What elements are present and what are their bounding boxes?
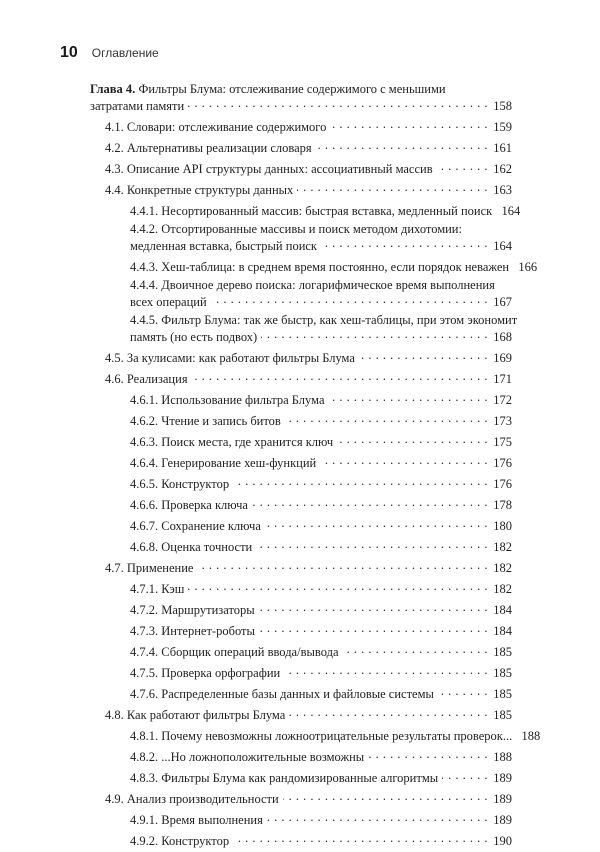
- toc-entry-text: 4.6.5. Конструктор: [130, 477, 230, 491]
- toc-entry[interactable]: [130, 411, 512, 428]
- toc-page-number: 164: [501, 204, 521, 218]
- toc-entry-text: 4.6.4. Генерирование хеш-функций: [130, 456, 317, 470]
- toc-entry-text: 4.8. Как работают фильтры Блума: [105, 708, 286, 722]
- toc-entry[interactable]: [130, 278, 512, 309]
- toc-entry[interactable]: [130, 831, 512, 848]
- dot-leader: [188, 579, 488, 593]
- dot-leader: [437, 159, 488, 173]
- toc-entry-line: [130, 537, 512, 554]
- toc-entry-line: [130, 600, 512, 617]
- toc-entry-line: [130, 327, 512, 344]
- toc-entry-text: 4.6.6. Проверка ключа: [130, 498, 248, 512]
- table-of-contents: [0, 82, 600, 852]
- dot-leader: [256, 537, 488, 551]
- toc-page-number: 158: [493, 99, 512, 113]
- toc-entry[interactable]: [130, 257, 538, 274]
- dot-leader: [320, 453, 488, 467]
- toc-entry[interactable]: [130, 537, 512, 554]
- dot-leader: [289, 705, 488, 719]
- dot-leader: [330, 117, 488, 131]
- toc-page-number: 178: [493, 498, 512, 512]
- toc-page-number: 190: [493, 834, 512, 848]
- toc-entry-line: [130, 579, 512, 596]
- toc-entry-line: [130, 684, 512, 701]
- dot-leader: [267, 810, 488, 824]
- toc-entry-text: 4.4.1. Несортированный массив: быстрая вставка, медленный поиск: [130, 204, 493, 218]
- toc-entry[interactable]: [130, 201, 521, 218]
- toc-page-number: 175: [493, 435, 512, 449]
- toc-entry-text: 4.6.2. Чтение и запись битов: [130, 414, 281, 428]
- toc-entry[interactable]: [105, 348, 512, 365]
- toc-page-number: 171: [493, 372, 512, 386]
- dot-leader: [233, 831, 488, 845]
- toc-entry[interactable]: [130, 600, 512, 617]
- toc-page-number: 166: [518, 260, 538, 274]
- toc-entry[interactable]: [130, 474, 512, 491]
- dot-leader: [359, 348, 488, 362]
- toc-entry-line: [105, 117, 512, 134]
- dot-leader: [321, 236, 488, 250]
- toc-entry-line: [130, 516, 512, 533]
- toc-page-number: 188: [493, 750, 512, 764]
- dot-leader: [343, 642, 489, 656]
- toc-entry[interactable]: [130, 222, 512, 253]
- toc-entry[interactable]: [105, 117, 512, 134]
- toc-entry-line: [105, 138, 512, 155]
- toc-page-number: 162: [493, 162, 512, 176]
- toc-entry-text: 4.7.2. Маршрутизаторы: [130, 603, 255, 617]
- dot-leader: [337, 432, 488, 446]
- toc-page-number: 188: [521, 729, 541, 743]
- toc-entry-line: [90, 96, 512, 113]
- toc-entry-text: 4.9. Анализ производительности: [105, 792, 279, 806]
- toc-entry-text: 4.5. За кулисами: как работают фильтры Блума: [105, 351, 355, 365]
- toc-entry-text: 4.4.3. Хеш-таблица: в среднем время постоянно, если порядок неважен: [130, 260, 510, 274]
- toc-entry-text: 4.7.4. Сборщик операций ввода/вывода: [130, 645, 339, 659]
- toc-entry-line: [130, 831, 512, 848]
- toc-page-number: 159: [493, 120, 512, 134]
- dot-leader: [297, 180, 488, 194]
- dot-leader: [442, 768, 488, 782]
- toc-page-number: 168: [493, 330, 512, 344]
- toc-entry[interactable]: [105, 138, 512, 155]
- toc-page-number: 182: [493, 540, 512, 554]
- toc-entry[interactable]: [130, 642, 512, 659]
- dot-leader: [259, 600, 488, 614]
- toc-page-number: 185: [493, 666, 512, 680]
- toc-entry-line: [105, 348, 512, 365]
- dot-leader: [197, 558, 488, 572]
- toc-entry-text: 4.7.5. Проверка орфографии: [130, 666, 281, 680]
- toc-entry-text: 4.8.2. ...Но ложноположительные возможны: [130, 750, 365, 764]
- dot-leader: [192, 369, 488, 383]
- toc-entry[interactable]: [130, 684, 512, 701]
- toc-entry-text: 4.9.1. Время выполнения: [130, 813, 263, 827]
- toc-entry-line: [130, 642, 512, 659]
- dot-leader: [259, 621, 488, 635]
- toc-entry-text: 4.1. Словари: отслеживание содержимого: [105, 120, 327, 134]
- toc-page-number: 189: [493, 792, 512, 806]
- toc-entry-text: 4.6.8. Оценка точности: [130, 540, 253, 554]
- toc-page-number: 167: [493, 295, 512, 309]
- toc-page-number: 161: [493, 141, 512, 155]
- toc-page-number: 184: [493, 603, 512, 617]
- running-head-title: Оглавление: [91, 46, 159, 60]
- toc-entry-text: 4.8.3. Фильтры Блума как рандомизированные алгоритмы: [130, 771, 439, 785]
- toc-entry-text: медленная вставка, быстрый поиск: [130, 239, 317, 253]
- toc-entry[interactable]: [105, 369, 512, 386]
- page-header: [60, 44, 159, 64]
- toc-page-number: 184: [493, 624, 512, 638]
- toc-entry[interactable]: [130, 621, 512, 638]
- toc-entry-line: [105, 705, 512, 722]
- dot-leader: [329, 390, 489, 404]
- toc-entry-line: [130, 201, 521, 218]
- toc-page-number: 180: [493, 519, 512, 533]
- toc-entry-text: 4.6.1. Использование фильтра Блума: [130, 393, 325, 407]
- dot-leader: [285, 411, 488, 425]
- toc-entry-text: 4.4. Конкретные структуры данных: [105, 183, 294, 197]
- toc-entry-line: [130, 495, 512, 512]
- toc-entry-text: 4.4.4. Двоичное дерево поиска: логарифмическое время выполнения: [130, 278, 495, 292]
- toc-entry[interactable]: [105, 558, 512, 575]
- toc-entry-line: [130, 726, 541, 743]
- toc-entry-line: [130, 621, 512, 638]
- toc-entry[interactable]: [130, 390, 512, 407]
- toc-entry-text: 4.2. Альтернативы реализации словаря: [105, 141, 312, 155]
- toc-entry[interactable]: [105, 180, 512, 197]
- toc-entry-line: [130, 390, 512, 407]
- toc-page-number: 189: [493, 771, 512, 785]
- toc-entry-text: 4.7.3. Интернет-роботы: [130, 624, 255, 638]
- toc-entry-text: 4.4.5. Фильтр Блума: так же быстр, как хеш-таблицы, при этом экономит: [130, 313, 518, 327]
- dot-leader: [261, 327, 488, 341]
- toc-entry-line: [130, 257, 538, 274]
- dot-leader: [265, 516, 488, 530]
- toc-entry-line: [130, 768, 512, 785]
- toc-entry[interactable]: [130, 579, 512, 596]
- toc-entry-text: 4.7.6. Распределенные базы данных и файловые системы: [130, 687, 434, 701]
- toc-entry[interactable]: [130, 663, 512, 680]
- toc-entry[interactable]: [105, 705, 512, 722]
- dot-leader: [188, 96, 488, 110]
- toc-entry-line: [130, 292, 512, 309]
- toc-entry-text: 4.6.3. Поиск места, где хранится ключ: [130, 435, 334, 449]
- toc-entry[interactable]: [105, 789, 512, 806]
- dot-leader: [284, 663, 488, 677]
- toc-entry-line: [130, 432, 512, 449]
- toc-page-number: 164: [493, 239, 512, 253]
- toc-page-number: 182: [493, 582, 512, 596]
- toc-entry-text: 4.6.7. Сохранение ключа: [130, 519, 261, 533]
- dot-leader: [233, 474, 488, 488]
- toc-entry-text: 4.8.1. Почему невозможны ложноотрицательные результаты проверок...: [130, 729, 513, 743]
- toc-entry-line: [130, 663, 512, 680]
- toc-entry-text: 4.3. Описание API структуры данных: ассоциативный массив: [105, 162, 433, 176]
- toc-page-number: 176: [493, 477, 512, 491]
- toc-page-number: 172: [493, 393, 512, 407]
- toc-entry-line: [130, 411, 512, 428]
- toc-entry[interactable]: [130, 453, 512, 470]
- dot-leader: [368, 747, 488, 761]
- toc-entry-text: 4.7.1. Кэш: [130, 582, 185, 596]
- toc-entry-line: [105, 369, 512, 386]
- toc-page-number: 169: [493, 351, 512, 365]
- toc-entry[interactable]: [130, 768, 512, 785]
- toc-page-number: 185: [493, 687, 512, 701]
- toc-entry-line: [105, 789, 512, 806]
- toc-entry-line: [130, 474, 512, 491]
- toc-entry-text: 4.7. Применение: [105, 561, 194, 575]
- toc-entry-line: [105, 180, 512, 197]
- toc-entry[interactable]: [130, 313, 518, 344]
- dot-leader: [316, 138, 488, 152]
- toc-page-number: 182: [493, 561, 512, 575]
- toc-entry[interactable]: [130, 726, 541, 743]
- toc-entry[interactable]: [90, 82, 512, 113]
- dot-leader: [283, 789, 488, 803]
- toc-entry-text: 4.6. Реализация: [105, 372, 188, 386]
- toc-entry[interactable]: [130, 516, 512, 533]
- toc-page-number: 185: [493, 708, 512, 722]
- toc-entry[interactable]: [130, 495, 512, 512]
- toc-entry-line: [130, 453, 512, 470]
- toc-page-number: 185: [493, 645, 512, 659]
- page-number: 10: [60, 44, 78, 61]
- toc-entry-line: [130, 810, 512, 827]
- dot-leader: [252, 495, 488, 509]
- toc-page-number: 176: [493, 456, 512, 470]
- toc-entry-text: память (но есть подвох): [130, 330, 258, 344]
- toc-page-number: 173: [493, 414, 512, 428]
- toc-entry[interactable]: [105, 159, 512, 176]
- toc-entry[interactable]: [130, 432, 512, 449]
- toc-entry-line: [130, 236, 512, 253]
- toc-entry-text: 4.9.2. Конструктор: [130, 834, 230, 848]
- toc-entry-line: [105, 558, 512, 575]
- toc-entry-text: затратами памяти: [90, 99, 185, 113]
- chapter-label: Глава 4.: [90, 82, 136, 96]
- toc-entry-line: [105, 159, 512, 176]
- toc-entry[interactable]: [130, 810, 512, 827]
- toc-entry-text: Глава 4. Фильтры Блума: отслеживание содержимого с меньшими: [90, 82, 446, 96]
- dot-leader: [438, 684, 488, 698]
- toc-page-number: 189: [493, 813, 512, 827]
- toc-page-number: 163: [493, 183, 512, 197]
- toc-entry-text: 4.4.2. Отсортированные массивы и поиск методом дихотомии:: [130, 222, 462, 236]
- dot-leader: [211, 292, 488, 306]
- toc-entry-text: всех операций: [130, 295, 207, 309]
